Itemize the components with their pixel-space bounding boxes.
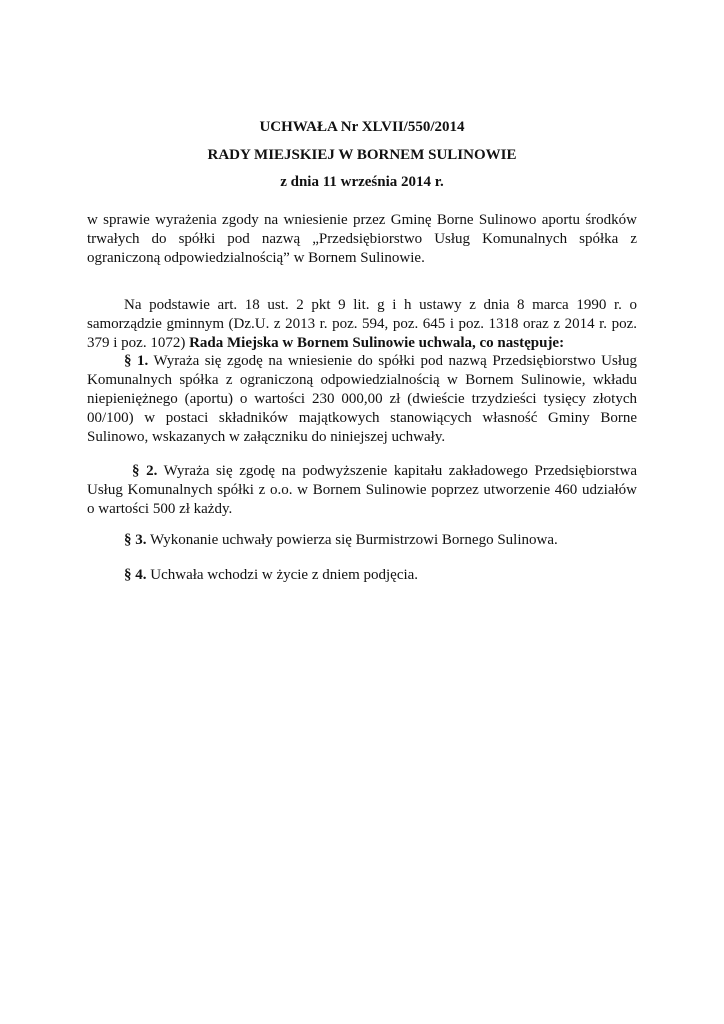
paragraph-text: Wykonanie uchwały powierza się Burmistrzowi Bornego Sulinowa. <box>149 532 558 548</box>
paragraph-number: § 4. <box>124 567 147 583</box>
legal-basis-text: Na podstawie art. 18 ust. 2 pkt 9 lit. g i h ustawy z dnia 8 marca 1990 r. o samorządzie gminnym (Dz.U. z 2013 r. poz. 594, poz. 645 i poz. 1318 oraz z 2014 r. poz. 379 i poz. 1072) <box>87 297 637 351</box>
paragraph-text: Wyraża się zgodę na wniesienie do spółki pod nazwą Przedsiębiorstwo Usług Komunalnych spółka z ograniczoną odpowiedzialnością w Bornem Sulinowie, wkładu niepieniężnego (aportu) o wartości 230 000,00 zł (dwieście trzydzieści tysięcy złotych 00/100) w postaci składników majątkowych stanowiących własność Gminy Borne Sulinowo, wskazanych w załączniku do niniejszej uchwały. <box>87 353 637 445</box>
paragraph-3 <box>87 531 637 550</box>
resolution-issuer: RADY MIEJSKIEJ W BORNEM SULINOWIE <box>207 147 517 163</box>
resolution-subject: w sprawie wyrażenia zgody na wniesienie przez Gminę Borne Sulinowo aportu środków trwałych do spółki pod nazwą „Przedsiębiorstwo Usług Komunalnych spółka z ograniczoną odpowiedzialnością” w Bornem Sulinowie. <box>87 212 637 266</box>
paragraph-number: § 3. <box>124 532 147 548</box>
legal-basis <box>87 296 637 353</box>
paragraph-1 <box>87 352 637 447</box>
resolution-title: UCHWAŁA Nr XLVII/550/2014 <box>259 119 465 135</box>
paragraph-4 <box>87 566 637 585</box>
paragraph-number: § 1. <box>124 353 149 369</box>
paragraph-text: Wyraża się zgodę na podwyższenie kapitału zakładowego Przedsiębiorstwa Usług Komunalnych spółki z o.o. w Bornem Sulinowie poprzez utworzenie 460 udziałów o wartości 500 zł każdy. <box>87 463 637 517</box>
paragraph-text: Uchwała wchodzi w życie z dniem podjęcia. <box>150 567 419 583</box>
resolution-date: z dnia 11 września 2014 r. <box>280 174 444 190</box>
paragraph-2 <box>87 462 637 519</box>
resolving-clause: Rada Miejska w Bornem Sulinowie uchwala, co następuje: <box>189 335 565 351</box>
paragraph-number: § 2. <box>132 463 158 479</box>
